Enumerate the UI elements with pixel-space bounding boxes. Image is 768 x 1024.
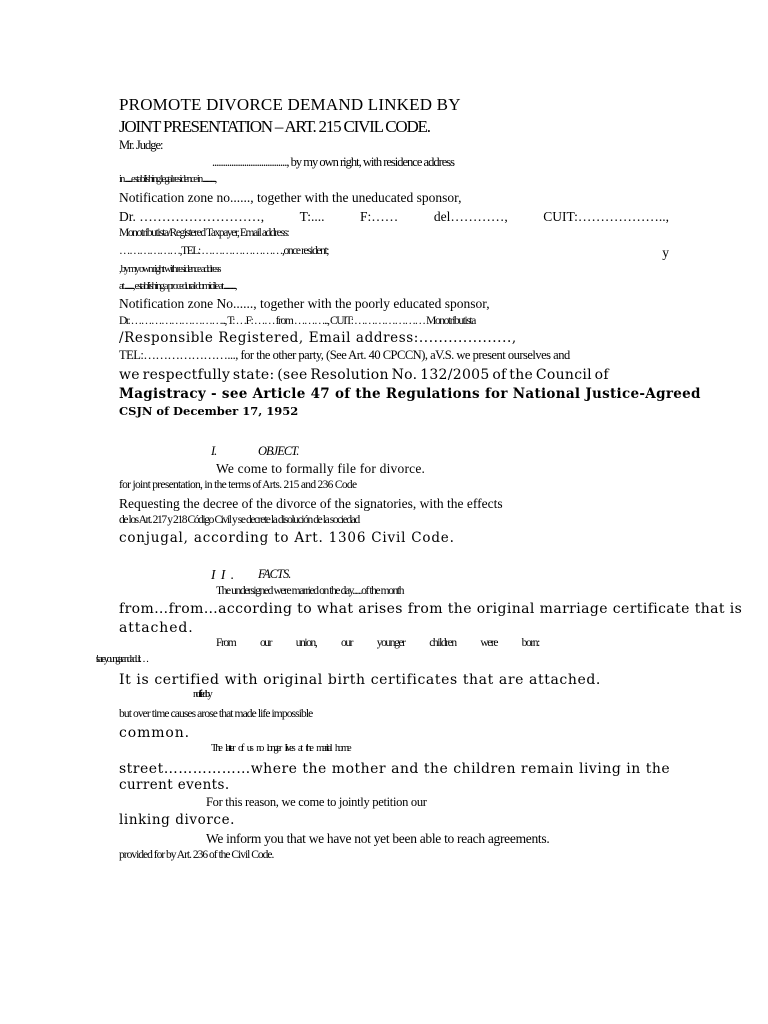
para-4-word: younger <box>376 637 405 649</box>
body-line-10: Dr. ……………………….., T: …F: …… from ……….., CUIT: ………………… Monotributista <box>119 315 475 327</box>
section-2-para-11: street………………where the mother and the children remain living in the <box>119 761 671 777</box>
para-4-word: our <box>259 637 272 649</box>
section-2-para-3: attached. <box>119 620 194 636</box>
section-2-number: I I . <box>211 567 236 582</box>
line-13-word: we <box>119 367 140 383</box>
line-4-dr: Dr. ………………………, <box>119 209 265 224</box>
section-2-para-9: common. <box>119 725 191 741</box>
section-1-para-5: conjugal, according to Art. 1306 Civil Code. <box>119 530 455 546</box>
body-line-13 <box>119 368 609 382</box>
body-line-15: CSJN of December 17, 1952 <box>119 404 299 418</box>
line-6-text: ………………,TEL: ……………………,once resident; <box>119 245 329 257</box>
body-line-9: Notification zone No......, together with the poorly educated sponsor, <box>119 296 490 311</box>
para-4-word: children <box>429 637 456 649</box>
body-line-8: at ..........., establishing a procedural domicile at .............., <box>119 281 236 292</box>
section-2-para-4 <box>216 638 539 650</box>
para-4-word: union, <box>295 637 317 649</box>
document-title-line-2: JOINT PRESENTATION – ART. 215 CIVIL CODE. <box>119 117 430 136</box>
body-line-4 <box>119 210 669 224</box>
line-6-y: y <box>662 245 669 260</box>
line-13-word: of <box>492 367 507 383</box>
section-2-para-15: We inform you that we have not yet been able to reach agreements. <box>206 831 550 846</box>
body-line-12: TEL:…………………..., for the other party, (See Art. 40 CPCCN), aV.S. we present ourselves and <box>119 348 570 362</box>
section-2-para-12: current events. <box>119 777 230 793</box>
para-4-word: born: <box>521 637 539 649</box>
section-1-para-4: de los Art. 217 y 218 Código Civil y se decrete la disolución de la sociedad <box>119 514 359 526</box>
section-2-para-10: The latter of us no longer lives at the marital home <box>211 743 350 754</box>
section-2-para-14: linking divorce. <box>119 812 236 828</box>
body-line-6 <box>119 246 669 260</box>
body-line-5: Monotributista/Registered Taxpayer, Email address: <box>119 227 289 239</box>
line-13-word: (see <box>277 367 308 383</box>
section-1-heading: OBJECT. <box>258 444 299 458</box>
line-4-t: T:.... <box>299 209 325 224</box>
section-2-para-8: but over time causes arose that made life impossible <box>119 708 313 720</box>
body-line-2: in ........establishing legal residence in ..............., <box>119 174 216 185</box>
section-2-heading: FACTS. <box>258 567 291 581</box>
line-13-word: Resolution <box>310 367 389 383</box>
salutation: Mr. Judge: <box>119 138 163 152</box>
line-13-word: Council <box>535 367 592 383</box>
document-title-line-1: PROMOTE DIVORCE DEMAND LINKED BY <box>119 95 461 114</box>
line-4-del: del…………, <box>433 209 508 224</box>
body-line-1: ..................................., by my own right, with residence address <box>212 155 455 169</box>
line-13-word: the <box>509 367 534 383</box>
section-2-para-6: It is certified with original birth certificates that are attached. <box>119 672 601 688</box>
section-2-para-2: from…from…according to what arises from the original marriage certificate that is <box>119 601 743 617</box>
para-4-word: From <box>216 637 236 649</box>
body-line-7: , by my own right with residence address <box>119 264 220 275</box>
line-4-f: F:…… <box>360 209 399 224</box>
line-4-cuit: CUIT:……………….., <box>543 209 669 224</box>
body-line-14: Magistracy - see Article 47 of the Regulations for National Justice-Agreed <box>119 386 701 402</box>
section-2-para-16: provided for by Art. 236 of the Civil Code. <box>119 849 274 861</box>
para-4-word: were <box>480 637 498 649</box>
line-13-word: 132/2005 <box>420 367 490 383</box>
section-1-para-1: We come to formally file for divorce. <box>216 461 426 476</box>
section-1-para-3: Requesting the decree of the divorce of the signatories, with the effects <box>119 496 503 511</box>
section-2-para-7: notified by <box>193 689 211 700</box>
line-13-word: state: <box>232 367 275 383</box>
para-4-word: our <box>340 637 353 649</box>
line-13-word: respectfully <box>142 367 231 383</box>
section-2-para-1: The undersigned were married on the day......of the month <box>216 585 404 597</box>
section-1-para-2: for joint presentation, in the terms of Arts. 215 and 236 Code <box>119 479 357 491</box>
line-13-word: of <box>594 367 609 383</box>
body-line-11: /Responsible Registered, Email address:..................., <box>119 330 517 346</box>
section-2-para-13: For this reason, we come to jointly petition our <box>206 795 427 809</box>
line-13-word: No. <box>391 367 418 383</box>
section-2-para-5: t's are younger and adult… <box>96 654 147 665</box>
section-1-number: I. <box>211 444 217 458</box>
body-line-3: Notification zone no......, together with the uneducated sponsor, <box>119 190 462 205</box>
